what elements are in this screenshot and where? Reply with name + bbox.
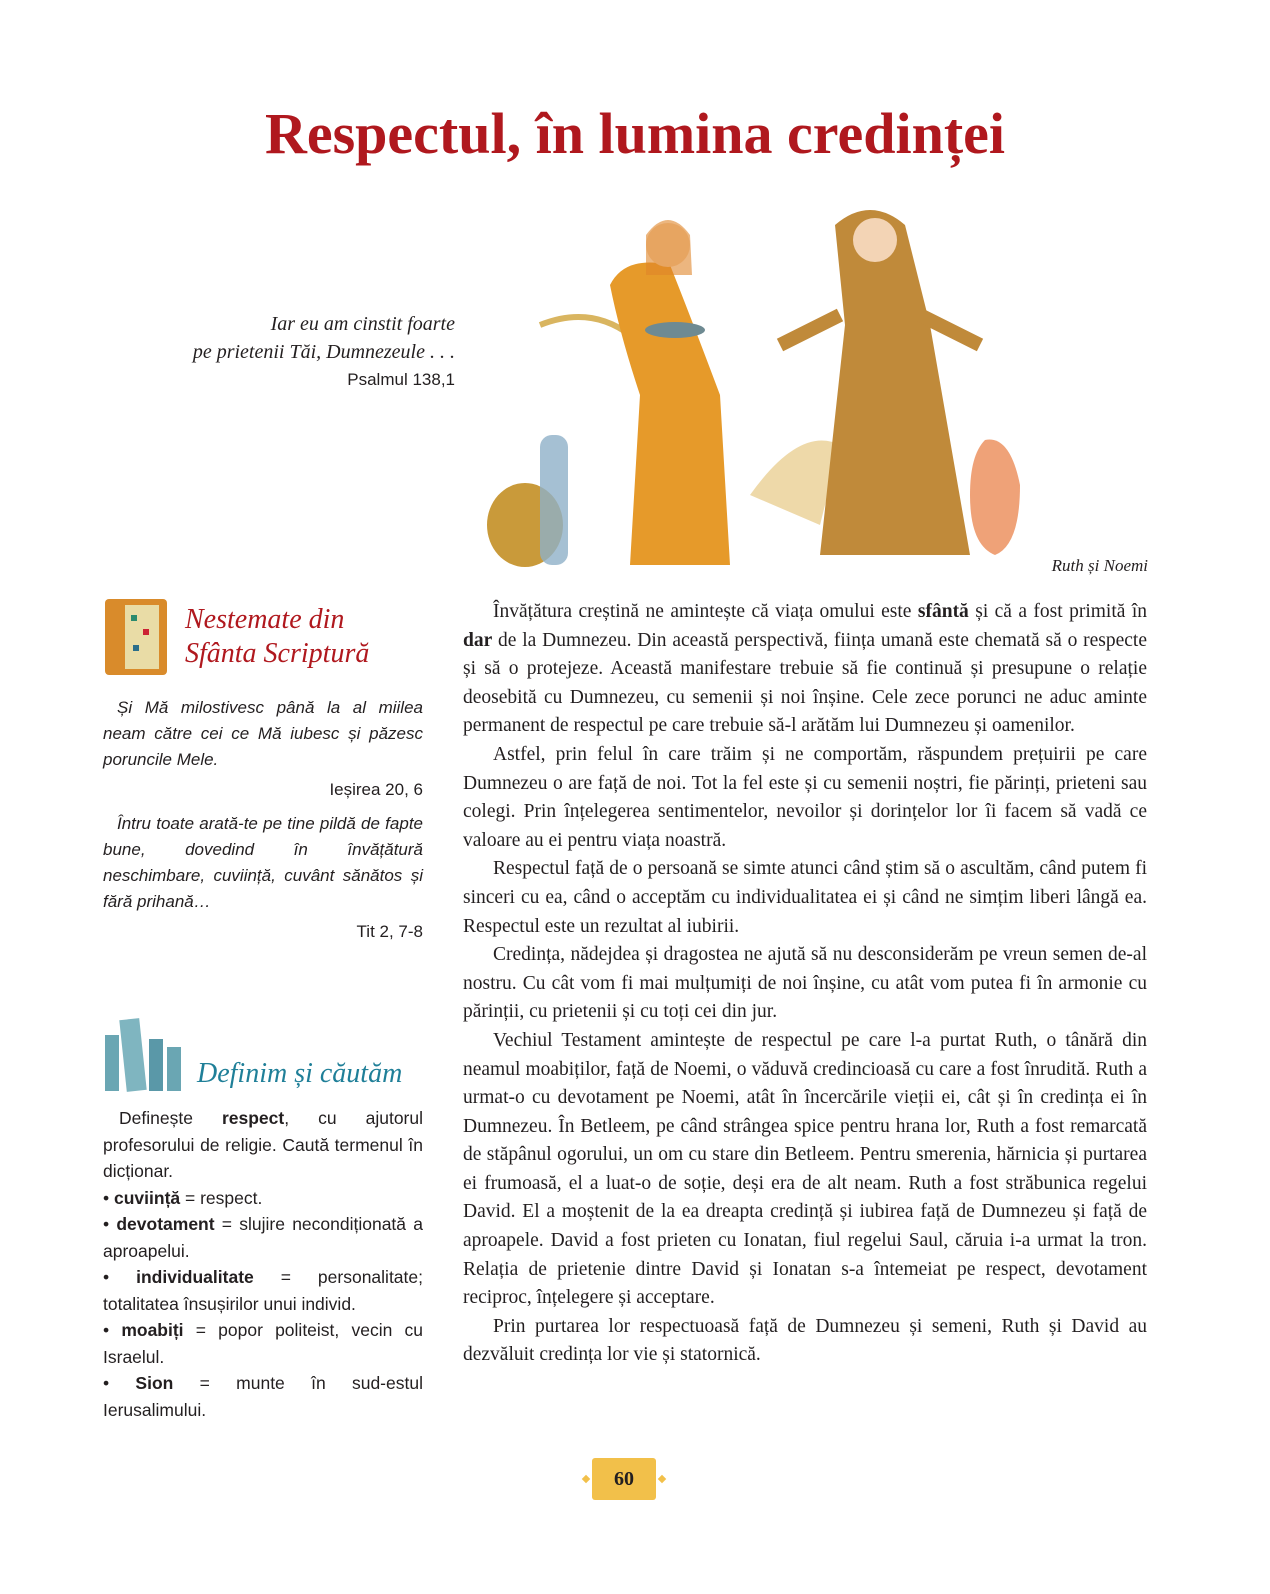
scripture-verse: Și Mă milostivesc până la al miilea neam către cei ce Mă iubesc și păzesc poruncile Mele. (103, 698, 423, 769)
epigraph-line: pe prietenii Tăi, Dumnezeule . . . (192, 341, 455, 363)
paragraph: Vechiul Testament amintește de respectul pe care l-a purtat Ruth, o tânără din neamul moabiților, față de Noemi, o văduvă credincioasă cu care a fost înrudită. Ruth a urmat-o cu devotament pe Noemi, atât în încercările vieții ei, cât și în credința ei în Dumnezeu. În Betleem, pe când strângea spice pentru hrana lor, Ruth a fost remarcată de stăpânul ogorului, un om cu stare din Betleem. Pentru smerenia, hărnicia și purtarea ei frumoasă, el a luat-o de soție, deși era de alt neam. Ruth a fost străbunica regelui David. El a moștenit de la ea dreapta credință și iubirea față de Dumnezeu și față de aproapele. David a fost prieten cu Ionatan, fiul regelui Saul, căruia i-a urmat la tron. Relația de prietenie dintre David și Ionatan s-a întemeiat pe respect, devotament reciproc, înțelegere și acceptare. (463, 1029, 1147, 1309)
page-number: 60 (592, 1458, 656, 1500)
page-title: Respectul, în lumina credinței (264, 101, 1006, 166)
dictionary-books-icon (103, 1015, 189, 1093)
epigraph-reference: Psalmul 138,1 (347, 370, 455, 389)
ruth-figure (610, 263, 730, 566)
paragraph: Prin purtarea lor respectuoasă față de Dumnezeu și semeni, Ruth și David au dezvăluit credința lor vie și statornică. (463, 1315, 1147, 1366)
definitions-intro: Definește respect, cu ajutorul profesorului de religie. Caută termenul în dicționar. (103, 1108, 423, 1181)
definitions-section (103, 1015, 423, 1423)
ruth-and-noemi-illustration (480, 195, 1040, 585)
definition-item: • cuviință = respect. (103, 1187, 263, 1208)
scroll-book-icon (103, 595, 171, 679)
definition-item: • individualitate = personalitate; totalitatea însușirilor unui individ. (103, 1267, 423, 1314)
paragraph: Astfel, prin felul în care trăim și ne comportăm, răspundem prețuirii pe care Dumnezeu o are față de noi. Tot la fel este și cu semenii noștri, fie părinți, prieteni sau colegi. Prin înțelegerea sentimentelor, nevoilor și dorințelor lor îi facem să vadă ce valoare au ei pentru viața noastră. (463, 743, 1147, 851)
scripture-section (103, 595, 423, 953)
wheat-sheaf (540, 317, 630, 335)
amphora (970, 440, 1020, 555)
noemi-figure (820, 210, 970, 555)
epigraph-line: Iar eu am cinstit foarte (270, 313, 455, 335)
main-text (463, 598, 1147, 1370)
paragraph: Respectul față de o persoană se simte atunci când știm să o ascultăm, când putem fi sinceri cu ea, când o acceptăm cu individualitatea ei și când ne simțim liberi lângă ea. Respectul este un rezultat al iubirii. (463, 858, 1147, 937)
definition-item: • devotament = slujire necondiționată a aproapelui. (103, 1214, 423, 1261)
page-number-ornament (582, 1475, 590, 1483)
epigraph (150, 310, 455, 394)
scripture-verse: Întru toate arată-te pe tine pildă de fapte bune, dovedind în învățătură neschimbare, cuviință, cuvânt sănătos și fără prihană… (103, 814, 423, 911)
bottle (540, 435, 568, 565)
page-number-ornament (658, 1475, 666, 1483)
scripture-title: Nestemate din Sfânta Scriptură (185, 604, 370, 669)
illustration-caption: Ruth și Noemi (1051, 556, 1148, 575)
bowl (645, 322, 705, 338)
paragraph: Credința, nădejdea și dragostea ne ajută să nu desconsiderăm pe vreun semen de-al nostru. Cu cât vom fi mai mulțumiți de noi înșine, cu atât vom putea fi în armonie cu părinții, cu prietenii și cu toți cei din jur. (463, 944, 1147, 1023)
definition-item: • Sion = munte în sud-estul Ierusalimului. (103, 1373, 423, 1420)
verse-reference: Ieșirea 20, 6 (329, 780, 423, 799)
paragraph: Învățătura creștină ne amintește că viața omului este sfântă și că a fost primită în dar de la Dumnezeu. Din această perspectivă, ființa umană este chemată să o respecte și să o protejeze. Această manifestare trebuie să fie continuă și presupune o relație deosebită cu Dumnezeu, cu semenii și noi înșine. Cele zece porunci ne aduc aminte permanent de respectul pe care trebuie să-l arătăm lui Dumnezeu și oamenilor. (463, 601, 1147, 737)
verse-reference: Tit 2, 7-8 (356, 922, 423, 941)
definition-item: • moabiți = popor politeist, vecin cu Israelul. (103, 1320, 423, 1367)
definitions-title: Definim și căutăm (197, 1058, 403, 1089)
